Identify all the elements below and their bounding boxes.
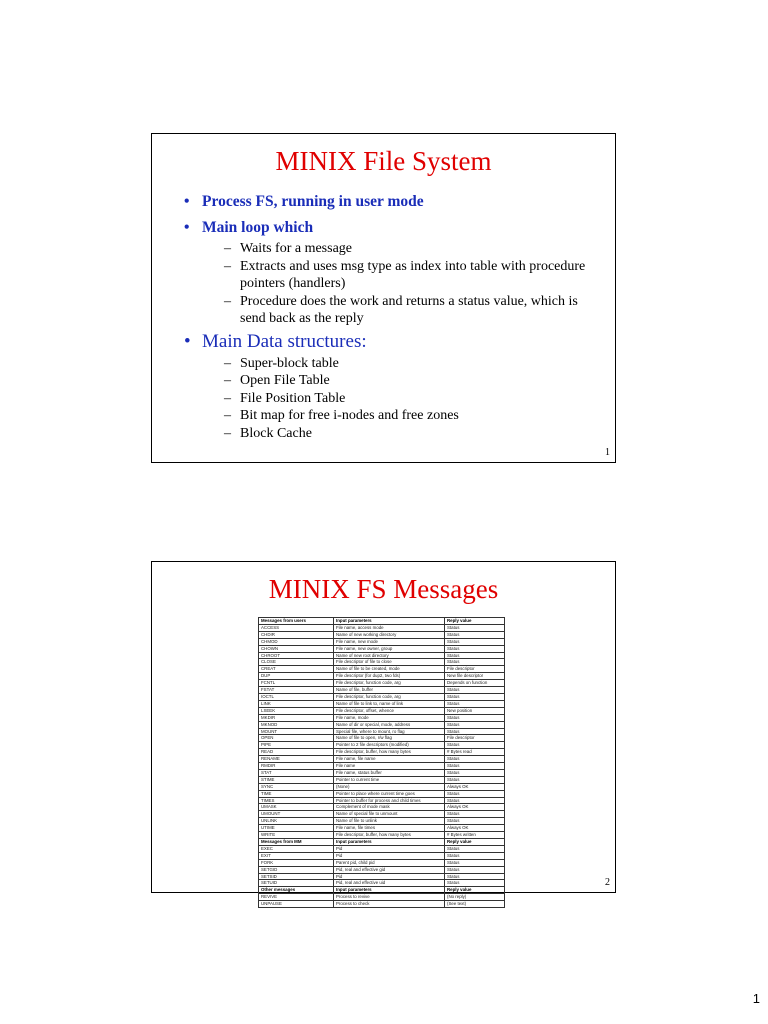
table-cell: Status bbox=[445, 728, 505, 735]
table-cell: Complement of mode mask bbox=[334, 804, 445, 811]
dash-icon: – bbox=[224, 293, 231, 309]
table-cell: Status bbox=[445, 859, 505, 866]
table-row bbox=[259, 880, 505, 887]
table-cell: Input parameters bbox=[334, 887, 445, 894]
table-row bbox=[259, 852, 505, 859]
table-cell: LINK bbox=[259, 700, 334, 707]
table-cell: FSTAT bbox=[259, 687, 334, 694]
table-cell: SETSID bbox=[259, 873, 334, 880]
table-row bbox=[259, 901, 505, 908]
table-cell: Pid bbox=[334, 852, 445, 859]
table-cell: Status bbox=[445, 624, 505, 631]
table-cell: Status bbox=[445, 700, 505, 707]
sub-bullet-text: Block Cache bbox=[240, 425, 312, 441]
table-cell: Status bbox=[445, 763, 505, 770]
table-cell: STIME bbox=[259, 776, 334, 783]
sub-bullet-item bbox=[224, 240, 605, 258]
table-row bbox=[259, 763, 505, 770]
slide-title: MINIX FS Messages bbox=[268, 574, 499, 604]
dash-icon: – bbox=[224, 390, 231, 406]
table-row bbox=[259, 666, 505, 673]
table-cell: CLOSE bbox=[259, 659, 334, 666]
table-cell: Messages from MM bbox=[259, 839, 334, 846]
table-cell: UNLINK bbox=[259, 818, 334, 825]
sub-bullet-list bbox=[224, 240, 605, 328]
table-cell: Status bbox=[445, 776, 505, 783]
table-row bbox=[259, 742, 505, 749]
table-cell: Pid, real and effective gid bbox=[334, 866, 445, 873]
table-cell: File descriptor, offset, whence bbox=[334, 707, 445, 714]
table-cell: Always OK bbox=[445, 825, 505, 832]
slide-number: 1 bbox=[605, 447, 610, 458]
table-row bbox=[259, 769, 505, 776]
dash-icon: – bbox=[224, 355, 231, 371]
table-cell: CHMOD bbox=[259, 638, 334, 645]
table-cell: File descriptor of file to close bbox=[334, 659, 445, 666]
table-row bbox=[259, 776, 505, 783]
table-cell: MKDIR bbox=[259, 714, 334, 721]
table-cell: (No reply) bbox=[445, 894, 505, 901]
table-cell: CHROOT bbox=[259, 652, 334, 659]
table-row bbox=[259, 790, 505, 797]
sub-bullet-item bbox=[224, 425, 605, 443]
sub-bullet-item bbox=[224, 293, 605, 328]
table-cell: Pointer to current time bbox=[334, 776, 445, 783]
table-cell: Process to check bbox=[334, 901, 445, 908]
table-cell: Status bbox=[445, 742, 505, 749]
table-cell: Status bbox=[445, 652, 505, 659]
table-cell: Pointer to place where current time goes bbox=[334, 790, 445, 797]
sub-bullet-item bbox=[224, 407, 605, 425]
table-cell: File descriptor (for dup2, two fds) bbox=[334, 673, 445, 680]
table-cell: File descriptor, buffer, how many bytes bbox=[334, 832, 445, 839]
table-row bbox=[259, 624, 505, 631]
table-cell: Status bbox=[445, 797, 505, 804]
table-cell: Status bbox=[445, 873, 505, 880]
table-cell: RMDIR bbox=[259, 763, 334, 770]
table-cell: File descriptor, buffer, how many bytes bbox=[334, 749, 445, 756]
table-cell: IOCTL bbox=[259, 693, 334, 700]
table-row bbox=[259, 693, 505, 700]
table-cell: Name of new working directory bbox=[334, 631, 445, 638]
table-cell: EXIT bbox=[259, 852, 334, 859]
table-cell: FCNTL bbox=[259, 680, 334, 687]
table-row bbox=[259, 873, 505, 880]
table-cell: File name, status buffer bbox=[334, 769, 445, 776]
table-cell: ACCESS bbox=[259, 624, 334, 631]
table-cell: Status bbox=[445, 852, 505, 859]
table-cell: STAT bbox=[259, 769, 334, 776]
table-cell: Name of file to be created, mode bbox=[334, 666, 445, 673]
dash-icon: – bbox=[224, 373, 231, 388]
table-row bbox=[259, 707, 505, 714]
table-cell: SETUID bbox=[259, 880, 334, 887]
bullet-list bbox=[182, 192, 605, 445]
table-cell: UMOUNT bbox=[259, 811, 334, 818]
table-cell: CREAT bbox=[259, 666, 334, 673]
table-cell: (See text) bbox=[445, 901, 505, 908]
table-cell: MOUNT bbox=[259, 728, 334, 735]
table-row bbox=[259, 631, 505, 638]
table-cell: UNPAUSE bbox=[259, 901, 334, 908]
table-cell: File name, mode bbox=[334, 714, 445, 721]
table-row bbox=[259, 645, 505, 652]
page-number: 1 bbox=[752, 991, 760, 1006]
table-cell: Special file, where to mount, ro flag bbox=[334, 728, 445, 735]
table-cell: Parent pid, child pid bbox=[334, 859, 445, 866]
sub-bullet-item bbox=[224, 355, 605, 373]
sub-bullet-text: File Position Table bbox=[240, 390, 346, 406]
table-cell: File name, new owner, group bbox=[334, 645, 445, 652]
table-row bbox=[259, 845, 505, 852]
table-cell: Reply value bbox=[445, 618, 505, 625]
table-cell: Status bbox=[445, 721, 505, 728]
table-row bbox=[259, 832, 505, 839]
table-row bbox=[259, 728, 505, 735]
table-cell: New file descriptor bbox=[445, 673, 505, 680]
table-cell: READ bbox=[259, 749, 334, 756]
table-row bbox=[259, 659, 505, 666]
table-cell: Status bbox=[445, 790, 505, 797]
table-cell: Other messages bbox=[259, 887, 334, 894]
table-cell: File descriptor, function code, arg bbox=[334, 680, 445, 687]
table-cell: REVIVE bbox=[259, 894, 334, 901]
bullet-text: Main Data structures: bbox=[202, 330, 367, 352]
table-cell: Depends on function bbox=[445, 680, 505, 687]
bullet-item bbox=[182, 331, 605, 353]
table-cell: Reply value bbox=[445, 839, 505, 846]
table-row bbox=[259, 673, 505, 680]
sub-bullet-item bbox=[224, 390, 605, 408]
table-row bbox=[259, 866, 505, 873]
table-cell: Process to revive bbox=[334, 894, 445, 901]
table-cell: Status bbox=[445, 880, 505, 887]
dash-icon: – bbox=[224, 408, 231, 423]
sub-bullet-text: Bit map for free i-nodes and free zones bbox=[240, 408, 459, 423]
bullet-dot-icon: • bbox=[184, 330, 191, 352]
sub-bullet-text: Super-block table bbox=[240, 355, 339, 371]
table-cell: EXEC bbox=[259, 845, 334, 852]
table-cell: DUP bbox=[259, 673, 334, 680]
table-cell: UTIME bbox=[259, 825, 334, 832]
table-cell: MKNOD bbox=[259, 721, 334, 728]
table-cell: File descriptor bbox=[445, 666, 505, 673]
table-cell: Pid bbox=[334, 873, 445, 880]
table-cell: Pointer to buffer for process and child times bbox=[334, 797, 445, 804]
table-row bbox=[259, 756, 505, 763]
table-cell: Status bbox=[445, 687, 505, 694]
table-row bbox=[259, 894, 505, 901]
table-cell: Pointer to 2 file descriptors (modified) bbox=[334, 742, 445, 749]
table-row bbox=[259, 825, 505, 832]
table-row bbox=[259, 749, 505, 756]
table-cell: Input parameters bbox=[334, 618, 445, 625]
table-cell: Status bbox=[445, 769, 505, 776]
table-cell: RENAME bbox=[259, 756, 334, 763]
dash-icon: – bbox=[224, 258, 231, 274]
table-cell: SYNC bbox=[259, 783, 334, 790]
table-cell: CHDIR bbox=[259, 631, 334, 638]
table-cell: Status bbox=[445, 811, 505, 818]
table-row bbox=[259, 818, 505, 825]
table-cell: UMASK bbox=[259, 804, 334, 811]
table-cell: OPEN bbox=[259, 735, 334, 742]
table-cell: SETGID bbox=[259, 866, 334, 873]
table-cell: Status bbox=[445, 714, 505, 721]
table-cell: WRITE bbox=[259, 832, 334, 839]
slide-2 bbox=[151, 561, 616, 907]
sub-bullet-text: Procedure does the work and returns a status value, which is send back as the reply bbox=[240, 293, 578, 326]
fs-messages-table bbox=[258, 617, 505, 908]
table-row bbox=[259, 618, 505, 625]
dash-icon: – bbox=[224, 425, 231, 441]
table-cell: File name, new mode bbox=[334, 638, 445, 645]
table-cell: TIMES bbox=[259, 797, 334, 804]
bullet-item bbox=[182, 192, 605, 211]
table-cell: Status bbox=[445, 659, 505, 666]
table-cell: Name of special file to unmount bbox=[334, 811, 445, 818]
bullet-dot-icon: • bbox=[184, 193, 190, 210]
table-cell: Status bbox=[445, 645, 505, 652]
table-row bbox=[259, 859, 505, 866]
table-row bbox=[259, 680, 505, 687]
sub-bullet-text: Open File Table bbox=[240, 373, 330, 388]
table-cell: # Bytes written bbox=[445, 832, 505, 839]
table-cell: Status bbox=[445, 693, 505, 700]
table-cell: Status bbox=[445, 866, 505, 873]
table-row bbox=[259, 811, 505, 818]
table-cell: Reply value bbox=[445, 887, 505, 894]
table-row bbox=[259, 638, 505, 645]
table-cell: TIME bbox=[259, 790, 334, 797]
bullet-dot-icon: • bbox=[184, 219, 190, 236]
table-cell: Name of new root directory bbox=[334, 652, 445, 659]
table-cell: LSEEK bbox=[259, 707, 334, 714]
sub-bullet-item bbox=[224, 372, 605, 390]
slide-1 bbox=[151, 133, 616, 463]
table-cell: Pid, real and effective uid bbox=[334, 880, 445, 887]
bullet-text: Main loop which bbox=[202, 219, 314, 236]
table-cell: # Bytes read bbox=[445, 749, 505, 756]
table-row bbox=[259, 714, 505, 721]
table-cell: Name of dir or special, mode, address bbox=[334, 721, 445, 728]
table-cell: Name of file to link to, name of link bbox=[334, 700, 445, 707]
table-cell: Status bbox=[445, 818, 505, 825]
table-row bbox=[259, 652, 505, 659]
table-row bbox=[259, 797, 505, 804]
table-row bbox=[259, 721, 505, 728]
table-cell: File descriptor, function code, arg bbox=[334, 693, 445, 700]
slide-title: MINIX File System bbox=[275, 146, 492, 176]
table-cell: Name of file to open, r/w flag bbox=[334, 735, 445, 742]
slide-number: 2 bbox=[605, 877, 610, 888]
table-cell: Messages from users bbox=[259, 618, 334, 625]
table-cell: (None) bbox=[334, 783, 445, 790]
sub-bullet-text: Waits for a message bbox=[240, 241, 352, 256]
table-cell: Pid bbox=[334, 845, 445, 852]
table-cell: File name, file times bbox=[334, 825, 445, 832]
table-row bbox=[259, 700, 505, 707]
table-cell: Always OK bbox=[445, 783, 505, 790]
table-cell: CHOWN bbox=[259, 645, 334, 652]
table-cell: File name, access mode bbox=[334, 624, 445, 631]
bullet-item bbox=[182, 218, 605, 237]
table-cell: Name of file to unlink bbox=[334, 818, 445, 825]
table-row bbox=[259, 887, 505, 894]
table-cell: FORK bbox=[259, 859, 334, 866]
table-cell: File descriptor bbox=[445, 735, 505, 742]
bullet-text: Process FS, running in user mode bbox=[202, 193, 424, 210]
table-row bbox=[259, 804, 505, 811]
table-cell: Status bbox=[445, 756, 505, 763]
table-row bbox=[259, 735, 505, 742]
table-cell: New position bbox=[445, 707, 505, 714]
table-cell: Status bbox=[445, 631, 505, 638]
table-row bbox=[259, 839, 505, 846]
table-cell: Always OK bbox=[445, 804, 505, 811]
table-cell: File name bbox=[334, 763, 445, 770]
table-cell: File name, file name bbox=[334, 756, 445, 763]
table-cell: Input parameters bbox=[334, 839, 445, 846]
table-row bbox=[259, 687, 505, 694]
table-cell: PIPE bbox=[259, 742, 334, 749]
sub-bullet-item bbox=[224, 258, 605, 293]
sub-bullet-text: Extracts and uses msg type as index into table with procedure pointers (handlers) bbox=[240, 258, 586, 291]
table-cell: Status bbox=[445, 845, 505, 852]
dash-icon: – bbox=[224, 241, 231, 256]
table-cell: Name of file, buffer bbox=[334, 687, 445, 694]
sub-bullet-list bbox=[224, 355, 605, 443]
table-row bbox=[259, 783, 505, 790]
table-cell: Status bbox=[445, 638, 505, 645]
